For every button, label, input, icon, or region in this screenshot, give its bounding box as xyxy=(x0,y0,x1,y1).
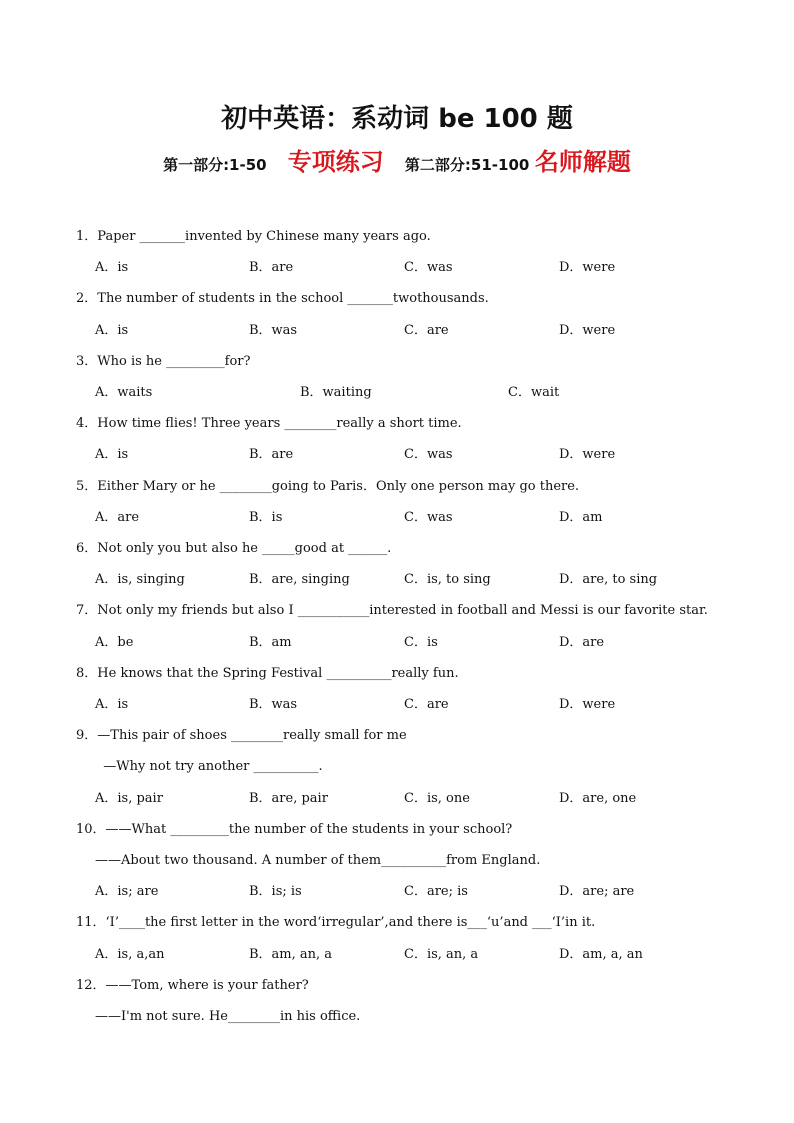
answer-option: D．are, to sing xyxy=(559,572,658,587)
document-title: 初中英语：系动词 be 100 题 xyxy=(221,104,573,134)
answer-option: A．is xyxy=(95,323,129,338)
question-text: The number of students in the school _______twothousands. xyxy=(97,291,489,306)
answer-option: A．are xyxy=(95,510,140,525)
question-number: 4． xyxy=(76,416,98,431)
answer-option: C．are; is xyxy=(404,884,468,899)
question-text: ——Tom, where is your father? xyxy=(105,978,309,993)
question-number: 12． xyxy=(76,978,106,993)
question-number: 5． xyxy=(76,479,98,494)
answer-option: B．was xyxy=(249,697,298,712)
question-number: 11． xyxy=(76,915,106,930)
question-stem xyxy=(76,229,431,245)
question-text: He knows that the Spring Festival __________really fun. xyxy=(97,666,459,681)
answer-option: B．are xyxy=(249,260,294,275)
answer-option: A．is, singing xyxy=(95,572,185,587)
document-subtitle xyxy=(0,142,794,177)
question-stem xyxy=(76,291,489,307)
question-text: ——I'm not sure. He________in his office. xyxy=(95,1009,361,1024)
answer-option: D．were xyxy=(559,260,616,275)
question-continuation xyxy=(95,759,323,775)
answer-option: A．is; are xyxy=(95,884,159,899)
answer-option: D．are; are xyxy=(559,884,635,899)
answer-option: A．is, pair xyxy=(95,791,163,806)
answer-option: A．is xyxy=(95,260,129,275)
answer-option: A．be xyxy=(95,635,134,650)
answer-option: C．is xyxy=(404,635,438,650)
question-stem xyxy=(76,416,462,432)
answer-option: B．are, singing xyxy=(249,572,350,587)
answer-option: C．was xyxy=(404,510,453,525)
question-number: 3． xyxy=(76,354,98,369)
answer-option: A．waits xyxy=(95,385,153,400)
answer-option: B．am xyxy=(249,635,292,650)
question-stem xyxy=(76,603,708,619)
question-text: Not only my friends but also I ___________interested in football and Messi is our favorite star. xyxy=(97,603,708,618)
answer-option: C．wait xyxy=(508,385,560,400)
answer-option: B．are xyxy=(249,447,294,462)
answer-option: C．is, to sing xyxy=(404,572,491,587)
question-stem xyxy=(76,666,459,682)
question-number: 8． xyxy=(76,666,98,681)
question-text: —Why not try another __________. xyxy=(95,759,323,774)
answer-option: C．are xyxy=(404,697,449,712)
answer-option: C．was xyxy=(404,260,453,275)
question-stem xyxy=(76,479,579,495)
question-stem xyxy=(76,541,391,557)
question-text: Who is he _________for? xyxy=(97,354,251,369)
question-stem xyxy=(76,354,250,370)
answer-option: D．are, one xyxy=(559,791,637,806)
question-text: How time flies! Three years ________really a short time. xyxy=(97,416,462,431)
answer-option: C．is, an, a xyxy=(404,947,479,962)
question-text: ——About two thousand. A number of them__________from England. xyxy=(95,853,541,868)
question-number: 7． xyxy=(76,603,98,618)
question-text: —This pair of shoes ________really small for me xyxy=(97,728,407,743)
part2-label: 第二部分:51-100 xyxy=(404,156,530,174)
part2-tag: 名师解题 xyxy=(534,148,631,176)
answer-option: D．were xyxy=(559,447,616,462)
question-number: 6． xyxy=(76,541,98,556)
answer-option: D．were xyxy=(559,323,616,338)
answer-option: C．is, one xyxy=(404,791,470,806)
answer-option: D．am, a, an xyxy=(559,947,643,962)
answer-option: D．were xyxy=(559,697,616,712)
answer-option: B．is xyxy=(249,510,283,525)
question-number: 1． xyxy=(76,229,98,244)
question-number: 2． xyxy=(76,291,98,306)
answer-option: A．is xyxy=(95,447,129,462)
answer-option: B．is; is xyxy=(249,884,302,899)
question-number: 10． xyxy=(76,822,106,837)
answer-option: D．are xyxy=(559,635,605,650)
question-continuation xyxy=(95,853,540,869)
question-text: ‘I’____the first letter in the word‘irregular’,and there is___‘u’and ___‘I’in it. xyxy=(105,915,596,930)
answer-option: A．is, a,an xyxy=(95,947,165,962)
question-text: Either Mary or he ________going to Paris．Only one person may go there. xyxy=(97,479,580,494)
answer-option: D．am xyxy=(559,510,603,525)
question-stem xyxy=(76,978,309,994)
question-stem xyxy=(76,728,407,744)
question-continuation xyxy=(95,1009,360,1025)
part1-label: 第一部分:1-50 xyxy=(163,156,267,174)
question-stem xyxy=(76,822,512,838)
part1-tag: 专项练习 xyxy=(287,148,384,176)
answer-option: B．was xyxy=(249,323,298,338)
question-text: Not only you but also he _____good at ______. xyxy=(97,541,392,556)
answer-option: B．am, an, a xyxy=(249,947,333,962)
question-text: Paper _______invented by Chinese many years ago. xyxy=(97,229,431,244)
question-stem xyxy=(76,915,595,931)
answer-option: C．was xyxy=(404,447,453,462)
question-number: 9． xyxy=(76,728,98,743)
answer-option: B．waiting xyxy=(300,385,372,400)
question-text: ——What _________the number of the students in your school? xyxy=(105,822,513,837)
answer-option: C．are xyxy=(404,323,449,338)
answer-option: B．are, pair xyxy=(249,791,328,806)
answer-option: A．is xyxy=(95,697,129,712)
